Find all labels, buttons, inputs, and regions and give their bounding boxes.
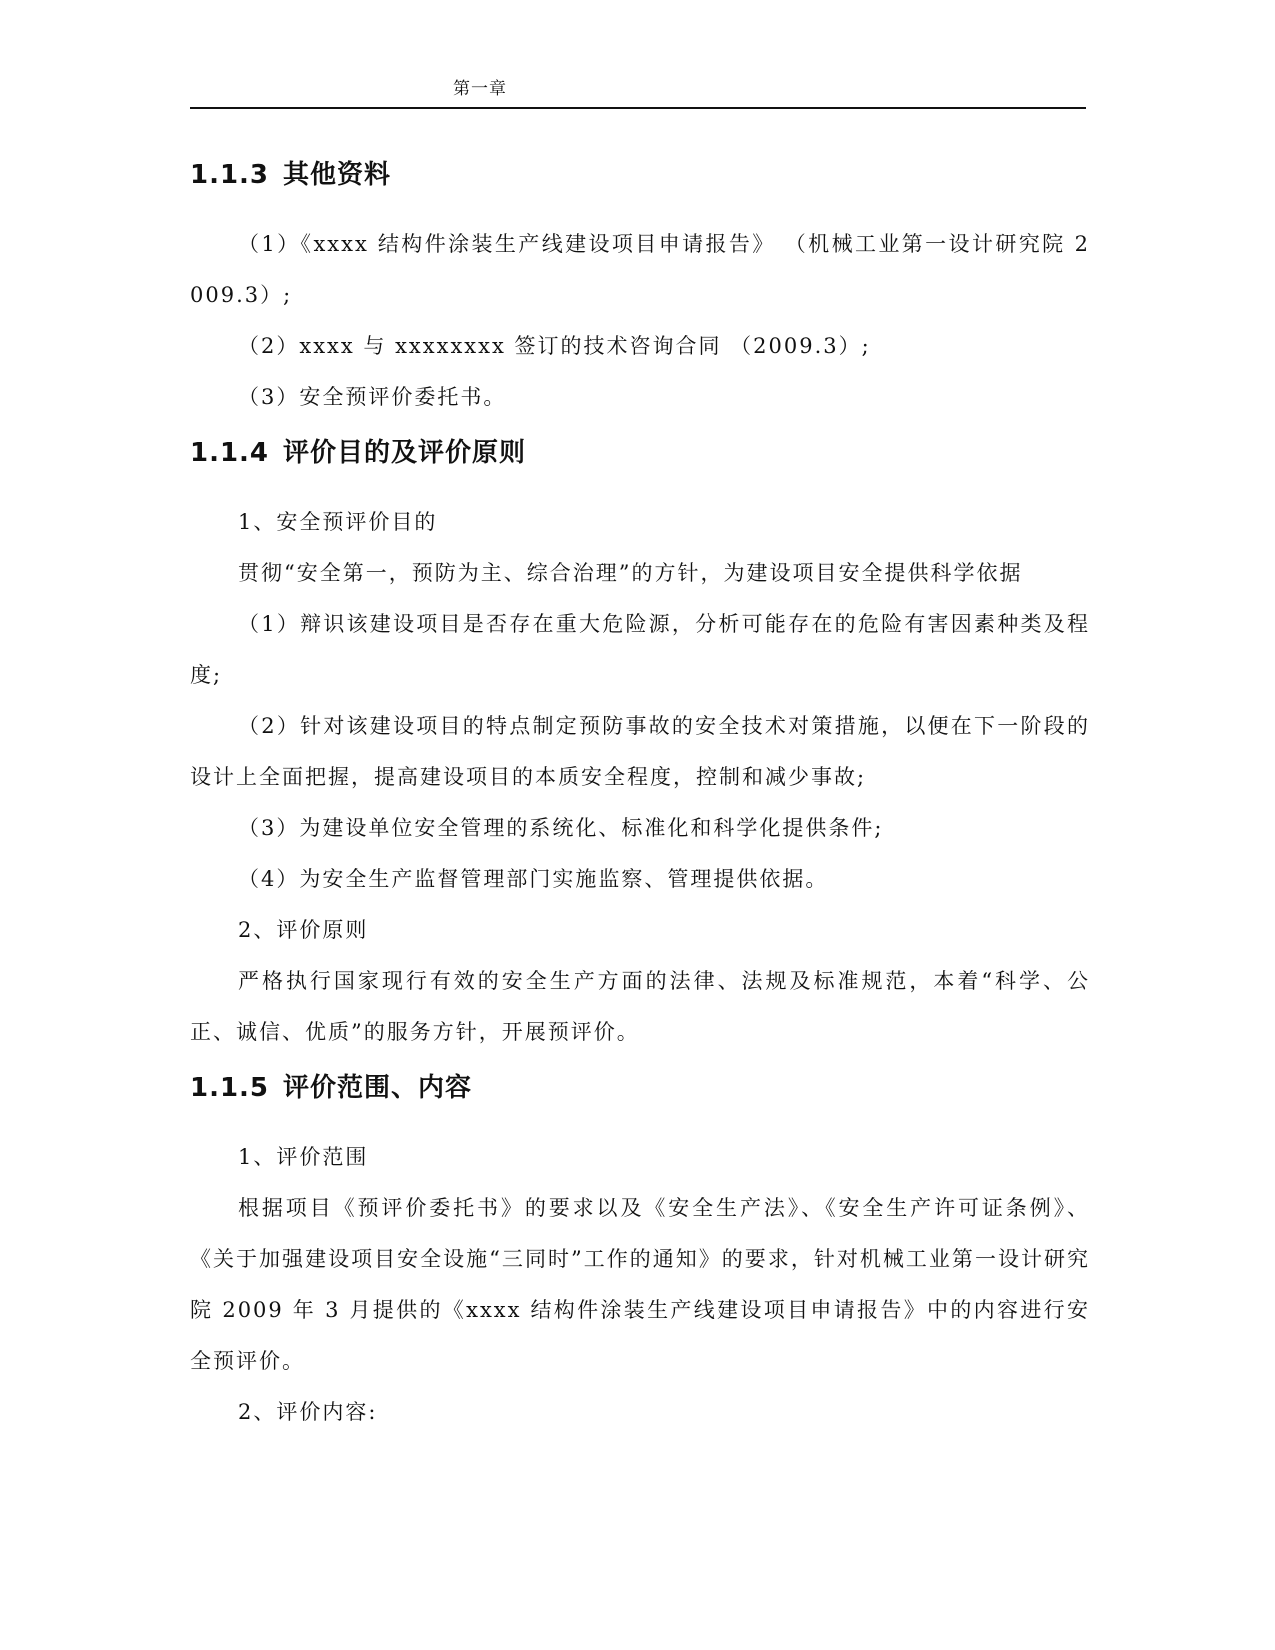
paragraph: 贯彻“安全第一，预防为主、综合治理”的方针，为建设项目安全提供科学依据 — [238, 561, 1023, 585]
paragraph: （2）针对该建设项目的特点制定预防事故的安全技术对策措施，以便在下一阶段的设计上全面把握，提高建设项目的本质安全程度，控制和减少事故; — [190, 714, 1090, 789]
section-heading — [190, 145, 1090, 205]
section-number: 1.1.5 — [190, 1073, 270, 1103]
paragraph: （1）《xxxx 结构件涂装生产线建设项目申请报告》 （机械工业第一设计研究院 2009.3）; — [190, 232, 1090, 307]
paragraph: （1）辩识该建设项目是否存在重大危险源，分析可能存在的危险有害因素种类及程度; — [190, 612, 1090, 687]
section-heading — [190, 423, 1090, 483]
header-rule — [190, 107, 1086, 109]
paragraph: （2）xxxx 与 xxxxxxxx 签订的技术咨询合同 （2009.3）; — [238, 334, 871, 358]
running-header: 第一章 — [453, 79, 507, 99]
subsection-label: 1、评价范围 — [238, 1145, 369, 1169]
section-title: 评价范围、内容 — [283, 1073, 473, 1103]
paragraph: （3）安全预评价委托书。 — [238, 385, 507, 409]
subsection-label: 1、安全预评价目的 — [238, 510, 438, 534]
paragraph: 严格执行国家现行有效的安全生产方面的法律、法规及标准规范，本着“科学、公正、诚信、优质”的服务方针，开展预评价。 — [190, 969, 1090, 1044]
paragraph: 根据项目《预评价委托书》的要求以及《安全生产法》、《安全生产许可证条例》、《关于加强建设项目安全设施“三同时”工作的通知》的要求，针对机械工业第一设计研究院 2009 年 3 月提供的《xxxx 结构件涂装生产线建设项目申请报告》中的内容进行安全预评价。 — [190, 1196, 1090, 1373]
section-number: 1.1.4 — [190, 438, 270, 468]
document-body — [190, 145, 1090, 1438]
paragraph: （4）为安全生产监督管理部门实施监察、管理提供依据。 — [238, 867, 829, 891]
paragraph: （3）为建设单位安全管理的系统化、标准化和科学化提供条件; — [238, 816, 884, 840]
section-number: 1.1.3 — [190, 160, 270, 190]
section-heading — [190, 1058, 1090, 1118]
section-title: 评价目的及评价原则 — [283, 438, 527, 468]
subsection-label: 2、评价内容: — [238, 1400, 378, 1424]
subsection-label: 2、评价原则 — [238, 918, 369, 942]
section-title: 其他资料 — [283, 160, 392, 190]
